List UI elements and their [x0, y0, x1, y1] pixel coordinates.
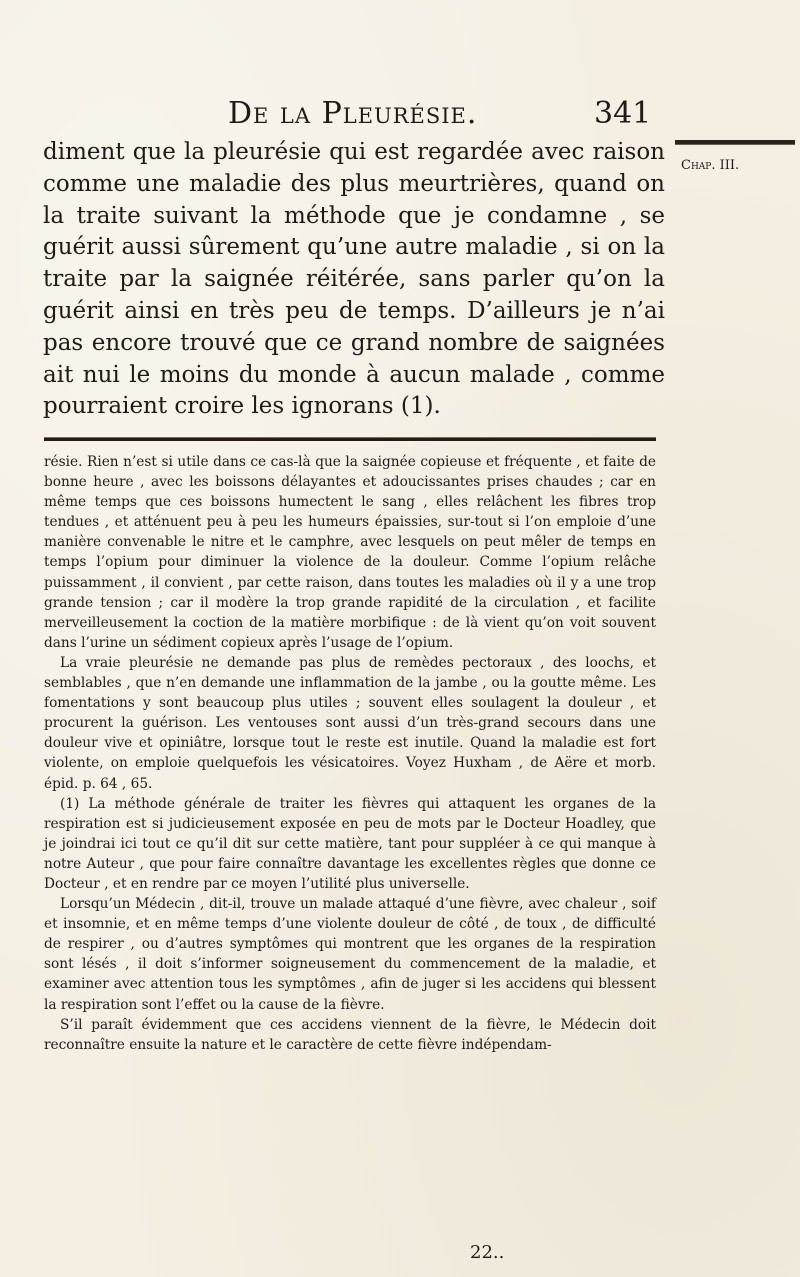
main-paragraph-text: diment que la pleurésie qui est regardée avec raison comme une maladie des plus meurtrières, quand on la traite suivant la méthode que je condamne , se guérit aussi sûrement qu’une autre maladie , si on la traite par la saignée réitérée, sans parler qu’on la guérit ainsi en très peu de temps. D’ailleurs je n’ai pas encore trouvé que ce grand nombre de saignées ait nui le moins du monde à aucun malade , comme pourraient croire les ignorans (1). — [43, 139, 665, 420]
running-title: De la Pleurésie. — [228, 96, 478, 131]
chapter-label: Chap. III. — [681, 158, 740, 173]
chapter-margin-note — [673, 140, 798, 180]
chapter-rule — [675, 140, 795, 145]
footnote-divider — [44, 437, 656, 441]
footnote-paragraph-5: S’il paraît évidemment que ces accidens viennent de la fièvre, le Médecin doit reconnaître ensuite la nature et le caractère de cette fièvre indépendam- — [44, 1016, 656, 1053]
footnotes — [44, 452, 656, 1055]
footnote-paragraph-4: Lorsqu’un Médecin , dit-il, trouve un malade attaqué d’une fièvre, avec chaleur , soif et insomnie, et en même temps d’une violente douleur de côté , de toux , de difficulté de respirer , ou d’autres symptômes qui montrent que les organes de la respiration sont lésés , il doit s’informer soigneusement du commencement de la maladie, et examiner avec attention tous les symptômes , afin de juger si les accidens qui blessent la respiration sont l’effet ou la cause de la fièvre. — [44, 896, 656, 1013]
footnote-paragraph-3: (1) La méthode générale de traiter les fièvres qui attaquent les organes de la respiration est si judicieusement exposée en peu de mots par le Docteur Hoadley, que je joindrai ici tout ce qu’il dit sur cette matière, tant pour suppléer à ce qui manque à notre Auteur , que pour faire connaître davantage les excellentes règles que donne ce Docteur , et en rendre par ce moyen l’utilité plus universelle. — [44, 795, 656, 892]
signature-mark: 22.. — [470, 1242, 505, 1263]
page-header — [0, 96, 800, 136]
footnote-continuation: résie. Rien n’est si utile dans ce cas-là que la saignée copieuse et fréquente , et faite de bonne heure , avec les boissons délayantes et adoucissantes prises chaudes ; car en même temps que ces boissons humectent le sang , elles relâchent les fibres trop tendues , et atténuent peu à peu les humeurs épaissies, sur-tout si l’on emploie d’une manière convenable le nitre et le camphre, avec lesquels on peut mêler de temps en temps l’opium pour diminuer la violence de la douleur. Comme l’opium relâche puissamment , il convient , par cette raison, dans toutes les maladies où il y a une trop grande tension ; car il modère la trop grande rapidité de la circulation , et facilite merveilleusement la coction de la matière morbifique : de là vient qu’on voit souvent dans l’urine un sédiment copieux après l’usage de l’opium. — [44, 454, 656, 651]
footnote-paragraph-2: La vraie pleurésie ne demande pas plus de remèdes pectoraux , des loochs, et semblables , que n’en demande une inflammation de la jambe , ou la goutte même. Les fomentations y sont beaucoup plus utiles ; souvent elles soulagent la douleur , et procurent la guérison. Les ventouses sont aussi d’un très-grand secours dans une douleur vive et opiniâtre, lorsque tout le reste est inutile. Quand la maladie est fort violente, on emploie quelquefois les vésicatoires. Voyez Huxham , de Aëre et morb. épid. p. 64 , 65. — [44, 654, 656, 792]
main-paragraph — [43, 137, 665, 423]
page-number: 341 — [594, 96, 652, 131]
